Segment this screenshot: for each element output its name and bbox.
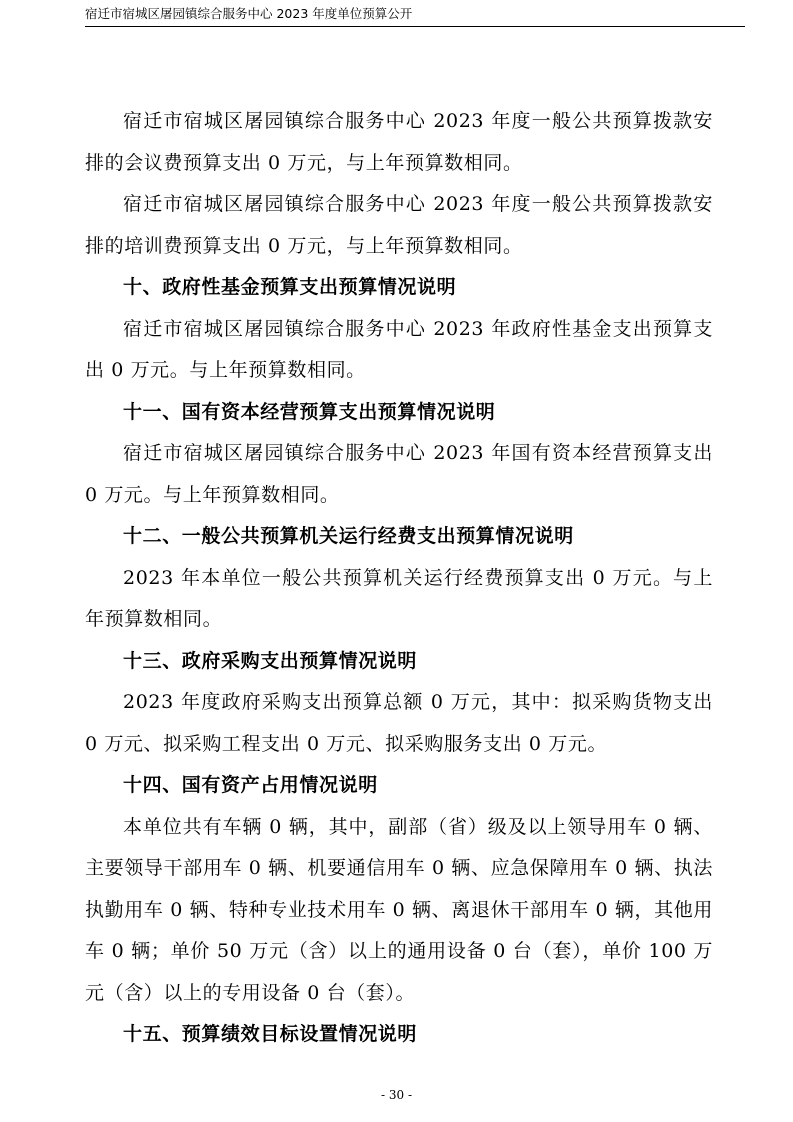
section-heading-15: 十五、预算绩效目标设置情况说明 (123, 1023, 418, 1045)
header-rule (85, 26, 745, 27)
paragraph-state-assets: 本单位共有车辆 0 辆，其中，副部（省）级及以上领导用车 0 辆、主要领导干部用车 0 辆、机要通信用车 0 辆、应急保障用车 0 辆、执法执勤用车 0 辆、特种专业技术用车 0 辆、离退休干部用车 0 辆，其他用车 0 辆；单价 50 万元（含）以上的通用设备 0 台（套），单价 100 万元（含）以上的专用设备 0 台（套）。 (85, 815, 713, 1004)
paragraph-training-fee: 宿迁市宿城区屠园镇综合服务中心 2023 年度一般公共预算拨款安排的培训费预算支出 0 万元，与上年预算数相同。 (85, 193, 713, 257)
paragraph-state-capital: 宿迁市宿城区屠园镇综合服务中心 2023 年国有资本经营预算支出 0 万元。与上年预算数相同。 (85, 442, 713, 506)
section-heading-13: 十三、政府采购支出预算情况说明 (123, 649, 418, 672)
section-heading-10: 十、政府性基金预算支出预算情况说明 (123, 276, 457, 298)
section-heading-11: 十一、国有资本经营预算支出预算情况说明 (123, 400, 496, 423)
paragraph-government-fund: 宿迁市宿城区屠园镇综合服务中心 2023 年政府性基金支出预算支出 0 万元。与上年预算数相同。 (85, 317, 713, 381)
paragraph-operating-expenses: 2023 年本单位一般公共预算机关运行经费预算支出 0 万元。与上年预算数相同。 (85, 566, 713, 630)
page-number: - 30 - (380, 1088, 412, 1102)
section-heading-14: 十四、国有资产占用情况说明 (123, 774, 378, 796)
running-header: 宿迁市宿城区屠园镇综合服务中心 2023 年度单位预算公开 (85, 6, 413, 21)
paragraph-meeting-fee: 宿迁市宿城区屠园镇综合服务中心 2023 年度一般公共预算拨款安排的会议费预算支出 0 万元，与上年预算数相同。 (85, 110, 713, 174)
document-body (85, 101, 713, 1056)
section-heading-12: 十二、一般公共预算机关运行经费支出预算情况说明 (123, 525, 574, 547)
paragraph-procurement: 2023 年度政府采购支出预算总额 0 万元，其中：拟采购货物支出 0 万元、拟采购工程支出 0 万元、拟采购服务支出 0 万元。 (85, 691, 713, 755)
